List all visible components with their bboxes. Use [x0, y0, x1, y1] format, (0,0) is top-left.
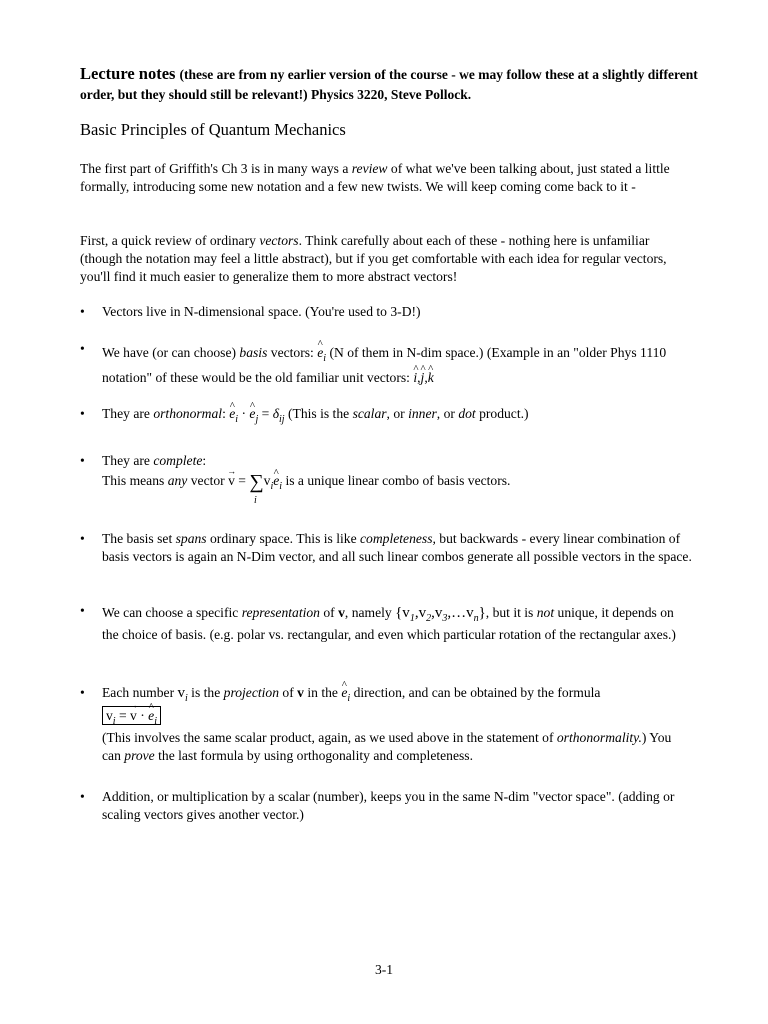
emphasis: review — [351, 161, 388, 176]
text: This means — [102, 473, 168, 488]
text: is a unique linear combo of basis vectors. — [282, 473, 511, 488]
bold-v: v — [297, 685, 304, 700]
unit-vector-k: ^ k — [428, 365, 434, 390]
bullet-text — [102, 530, 692, 566]
subscript: ij — [279, 414, 285, 425]
text: but backwards - every linear combination of basis vectors is again an N-Dim vector, and all such linear combos generate all possible vectors in the space. — [102, 531, 692, 564]
component-set: $\{v_1,v_2,v_3,\dots v_n\}$ — [395, 605, 486, 624]
subscript: i — [323, 353, 327, 364]
page-number: 3-1 — [374, 962, 394, 977]
header-note: (these are from ny earlier version of the course - we may follow these at a slightly different order, but they should still be relevant!) Physics 3220, Steve Pollock. — [80, 67, 698, 102]
text: · — [238, 406, 250, 421]
unit-vector-e: ^ e — [229, 405, 235, 423]
bullet-icon: • — [80, 531, 85, 546]
text: (This involves the same scalar product, again, as we used above in the statement of — [102, 730, 557, 745]
emphasis: any — [167, 473, 188, 488]
header — [80, 64, 700, 105]
text: = — [258, 406, 273, 421]
emphasis: projection — [223, 685, 280, 700]
bullet-text — [102, 452, 692, 506]
bullet-line — [102, 729, 692, 765]
unit-vector-e: ^ e — [273, 472, 279, 490]
text: The basis set — [102, 531, 176, 546]
emphasis: complete — [153, 453, 203, 468]
projection-formula-box: $v_i$ = → v · ^ $e_i$ — [102, 706, 161, 725]
unit-vector-j: ^ j — [421, 365, 425, 390]
text: (N of them in N-dim space.) (Example in an "older Phys 1110 notation" of these would be the old familiar unit vectors: — [102, 345, 667, 385]
bullet-line — [102, 471, 692, 493]
subscript: i — [347, 693, 351, 704]
text: is the — [187, 685, 224, 700]
text: product.) — [475, 406, 529, 421]
emphasis: dot — [458, 406, 476, 421]
text: (This is the — [284, 406, 353, 421]
bullet-icon: • — [80, 685, 85, 700]
text: ordinary space. This is like — [206, 531, 361, 546]
text: : — [202, 453, 207, 468]
emphasis: orthonormality. — [556, 730, 642, 745]
emphasis: inner — [408, 406, 437, 421]
summation-symbol: ∑ — [249, 471, 264, 493]
text: The first part of Griffith's Ch 3 is in many ways a — [80, 161, 352, 176]
text: : — [222, 406, 230, 421]
emphasis: vectors — [259, 233, 299, 248]
emphasis: basis — [239, 345, 268, 360]
bullet-line — [102, 684, 692, 702]
text: in the — [303, 685, 342, 700]
bullet-icon: • — [80, 341, 85, 356]
text: direction, and can be obtained by the formula — [350, 685, 601, 700]
unit-vector-e: ^ e — [249, 405, 255, 423]
header-lead: Lecture notes — [80, 64, 176, 83]
intro-paragraph-1 — [80, 160, 690, 196]
subscript: i — [270, 481, 274, 492]
subscript: i — [235, 414, 239, 425]
unit-vector-i: ^ i — [413, 365, 417, 390]
text: of what we've been talking about, just stated a little formally, introducing some new notation and a few new twists. We will keep coming come back to it - — [80, 161, 670, 194]
summation-index: i — [254, 495, 257, 506]
bullet-icon: • — [80, 603, 85, 618]
kronecker-delta: δ — [272, 406, 280, 421]
text: = — [234, 473, 250, 488]
text: , namely — [344, 605, 396, 620]
bullet-line — [102, 706, 692, 725]
text: of — [279, 685, 298, 700]
text: We can choose a specific — [102, 605, 242, 620]
text: First, a quick review of ordinary — [80, 233, 260, 248]
vector-v: → v — [228, 472, 235, 490]
bullet-text: Addition, or multiplication by a scalar (number), keeps you in the same N-dim "vector space". (adding or scaling vectors gives another vector.) — [102, 789, 675, 822]
emphasis: prove — [124, 748, 155, 763]
bullet-text — [102, 684, 692, 765]
bullet-icon: • — [80, 406, 85, 421]
emphasis: representation — [241, 605, 320, 620]
text: , but it is — [485, 605, 537, 620]
bullet-icon: • — [80, 304, 85, 319]
subscript: i — [185, 693, 188, 704]
text: vector — [187, 473, 229, 488]
page-title: Basic Principles of Quantum Mechanics — [80, 120, 346, 139]
subscript: i — [279, 481, 283, 492]
text: , — [417, 370, 421, 385]
text: We have (or can choose) — [102, 345, 240, 360]
bullet-text — [102, 405, 692, 423]
text: They are — [102, 453, 154, 468]
text: . Think carefully about each of these - nothing here is unfamiliar (though the notation may feel a little abstract), but if you get comfortable with each idea for regular vectors, you'll find it much easier to generalize them to more abstract vectors! — [80, 233, 667, 284]
text: unique, it depends on the choice of basis. (e.g. polar vs. rectangular, and even which particular rotation of the rectangular axes.) — [102, 605, 676, 642]
emphasis: not — [536, 605, 555, 620]
unit-vector-e: ^ e — [341, 684, 347, 702]
text: ) You can — [102, 730, 672, 763]
bullet-text — [102, 602, 692, 646]
bullet-line — [102, 452, 692, 470]
text: v — [263, 473, 271, 488]
text: , or — [436, 406, 459, 421]
text: vectors: — [267, 345, 318, 360]
bold-v: v — [338, 605, 345, 620]
emphasis: spans — [175, 531, 207, 546]
unit-vector-e: ^ e — [317, 340, 323, 365]
bullet-icon: • — [80, 453, 85, 468]
text: the last formula by using orthogonality and completeness. — [154, 748, 473, 763]
bullet-text — [102, 340, 692, 390]
emphasis: completeness, — [360, 531, 436, 546]
text: , — [424, 370, 428, 385]
text: of — [319, 605, 339, 620]
text: Each number — [102, 685, 178, 700]
text: , or — [386, 406, 409, 421]
intro-paragraph-2 — [80, 232, 690, 286]
bullet-text: Vectors live in N-dimensional space. (You're used to 3-D!) — [102, 304, 421, 319]
emphasis: orthonormal — [153, 406, 223, 421]
text: They are — [102, 406, 154, 421]
emphasis: scalar — [352, 406, 387, 421]
bullet-icon: • — [80, 789, 85, 804]
subscript: j — [255, 414, 259, 425]
text: v — [177, 685, 185, 701]
